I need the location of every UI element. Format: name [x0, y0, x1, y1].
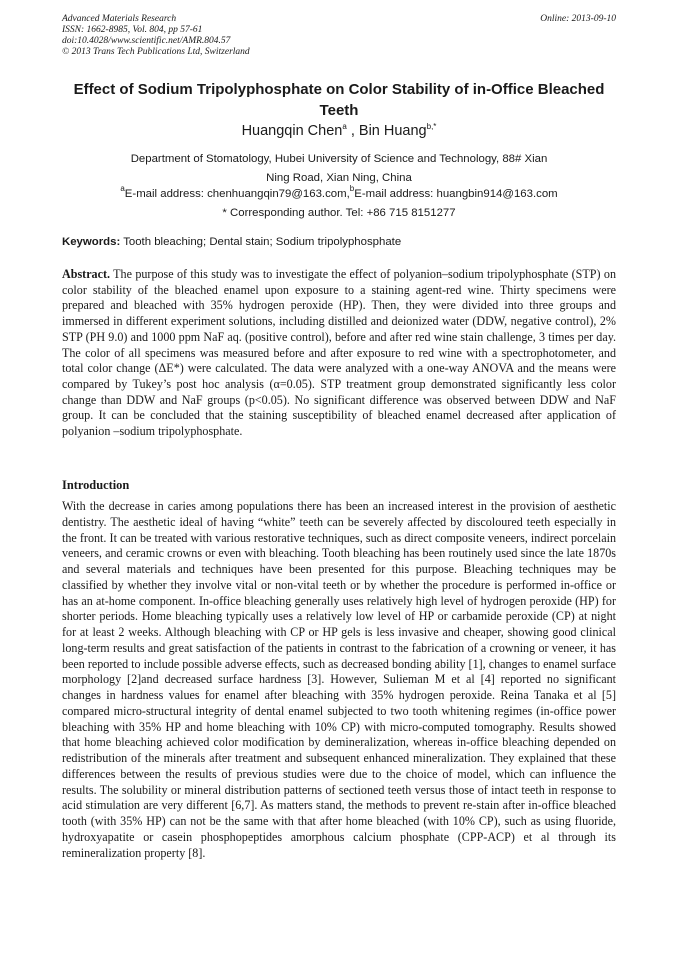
journal-header — [62, 14, 616, 58]
author-list — [62, 122, 616, 140]
affiliation-line: Ning Road, Xian Ning, China — [266, 172, 412, 184]
email-mark: a — [120, 184, 125, 193]
online-date: Online: 2013-09-10 — [540, 14, 616, 24]
keywords — [62, 234, 616, 250]
author-affil-mark: b,* — [426, 122, 437, 131]
journal-copyright: © 2013 Trans Tech Publications Ltd, Switzerland — [62, 47, 250, 57]
corresponding-author: * Corresponding author. Tel: +86 715 8151277 — [222, 207, 456, 219]
affiliation-line: Department of Stomatology, Hubei University of Science and Technology, 88# Xian — [130, 153, 548, 165]
abstract-text: The purpose of this study was to investigate the effect of polyanion–sodium tripolyphosphate (STP) on color stability of the bleached enamel upon exposure to a staining agent-red wine. Thirty specimens were prepared and bleached with 35% hydrogen peroxide (HP). Then, they were divided into three groups and immersed in different experiment solutions, including distilled and deionized water (DDW, negative control), 2% STP (PH 9.0) and 1000 ppm NaF aq. (positive control), before and after red wine stain challenge, 3 times per day. The color of all specimens was measured before and after exposure to red wine with a spectrophotometer, and total color change (ΔE*) were calculated. The data were analyzed with a one-way ANOVA and the means were compared by Tukey’s post hoc analysis (α=0.05). STP treatment group demonstrated significantly less color change than DDW and NaF groups (p<0.05). No significant difference was observed between DDW and NaF group. It can be concluded that the staining susceptibility of bleached enamel decreased after application of polyanion –sodium tripolyphosphate. — [62, 267, 616, 439]
email-mark: b — [349, 184, 355, 193]
keywords-text: Tooth bleaching; Dental stain; Sodium tripolyphosphate — [120, 236, 402, 248]
introduction-paragraph: With the decrease in caries among populations there has been an increased interest in the provision of aesthetic dentistry. The aesthetic ideal of having “white” teeth can be severely affected by discoloured teeth especially in the front. It can be treated with various restorative techniques, such as direct composite veneers, indirect porcelain veneers, and ceramic crowns or even with bleaching. Tooth bleaching has been routinely used since the late 1870s and several materials and techniques have been presented for this purpose. Bleaching techniques may be classified by whether they involve vital or non-vital teeth or by whether the procedure is performed in-office or has an at-home component. In-office bleaching generally uses relatively high level of hydrogen peroxide (HP) for shorter periods. Home bleaching typically uses a relatively low level of HP or carbamide peroxide (CP) at night for at least 2 weeks. Although bleaching with CP or HP gels is less invasive and cheaper, showing good clinical long-term results and great satisfaction of the patients in contrast to the fabrication of a crowning or veneer, it has been reported to include possible adverse effects, such as decreased bonding ability [1], changes to enamel surface morphology [2]and decreased surface hardness [3]. However, Sulieman M et al [4] reported no significant changes in hardness values for enamel after bleaching with 35% hydrogen peroxide. Reina Tanaka et al [5] compared micro-structural integrity of dental enamel subjected to two tooth whitening regimes (in-office power bleaching with 35% HP and home bleaching with 10% CP) with micro-computed tomography. Results showed that home bleaching achieved color modification by demineralization, whereas in-office bleaching depended on redistribution of the minerals after treatment and subsequent enhanced mineralization. They explained that these differences between the results of previous studies were due to the choice of model, which can influence the results. The solubility or mineral distribution patterns of sectioned teeth versus those of intact teeth in response to acid stimulation are very different [6,7]. As matters stand, the methods to prevent re-stain after in-office bleached tooth (with 35% HP) can not be the same with that after home bleached (with 10% CP), such as using fluoride, hydroxyapatite or casein phosphopeptides amorphous calcium phosphate (CPP-ACP) et al through its remineralization property [8]. — [62, 499, 616, 860]
author-emails — [62, 185, 616, 204]
author-name: Bin Huang — [358, 123, 427, 139]
section-heading: Introduction — [62, 478, 130, 492]
author-separator: , — [346, 123, 359, 139]
email-text: E-mail address: huangbin914@163.com — [354, 188, 558, 200]
email-text: E-mail address: chenhuangqin79@163.com, — [124, 188, 350, 200]
paper-title: Effect of Sodium Tripolyphosphate on Color Stability of in-Office Bleached Teeth — [73, 81, 605, 119]
author-affil-mark: a — [342, 122, 347, 131]
affiliation — [62, 150, 616, 188]
keywords-label: Keywords: — [62, 236, 121, 248]
journal-name: Advanced Materials Research — [62, 14, 177, 24]
journal-doi: doi:10.4028/www.scientific.net/AMR.804.57 — [62, 36, 231, 46]
journal-issn: ISSN: 1662-8985, Vol. 804, pp 57-61 — [62, 25, 203, 35]
author-name: Huangqin Chen — [241, 123, 343, 139]
abstract — [62, 267, 616, 440]
abstract-label: Abstract. — [62, 267, 111, 281]
